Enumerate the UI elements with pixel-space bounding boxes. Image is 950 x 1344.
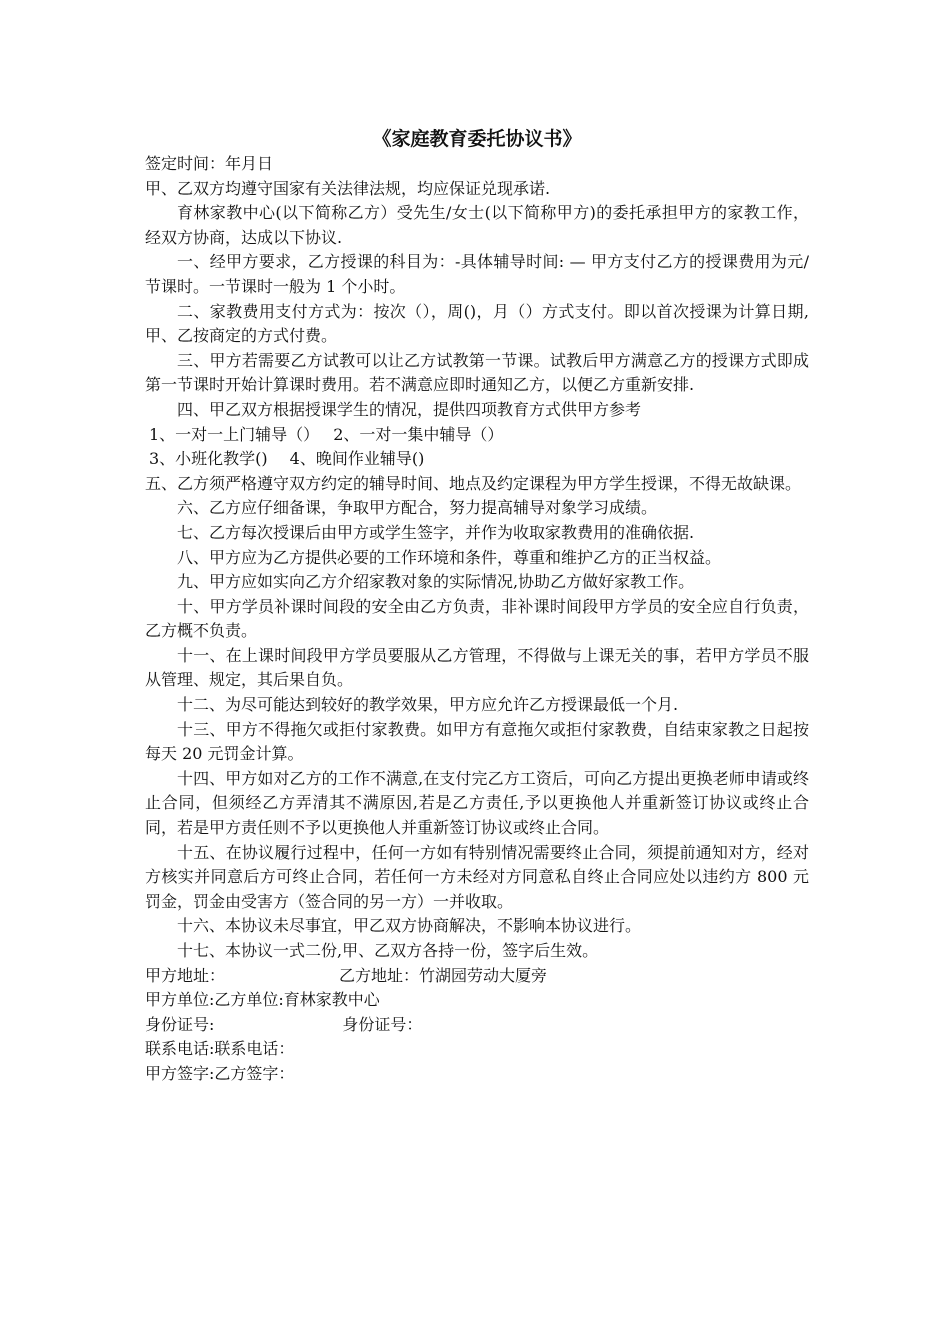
clause-7: 七、乙方每次授课后由甲方或学生签字，并作为收取家教费用的准确依据. — [177, 522, 695, 542]
clause-10: 十、甲方学员补课时间段的安全由乙方负责，非补课时间段甲方学员的安全应自行负责，乙方概不负责。 — [145, 596, 809, 641]
party-b-id: 身份证号： — [342, 1014, 423, 1034]
option-1: 1、一对一上门辅导（） — [149, 424, 320, 444]
clause-2: 二、家教费用支付方式为：按次（），周()，月（）方式支付。即以首次授课为计算日期,甲、乙按商定的方式付费。 — [145, 301, 809, 346]
clause-1: 一、经甲方要求，乙方授课的科目为：-具体辅导时间: — 甲方支付乙方的授课费用为元/节课时。一节课时一般为 1 个小时。 — [145, 252, 809, 296]
clause-3: 三、甲方若需要乙方试教可以让乙方试教第一节课。试教后甲方满意乙方的授课方式即成第一节课时开始计算课时费用。若不满意应即时通知乙方，以便乙方重新安排. — [145, 350, 809, 395]
party-a-address: 甲方地址： — [145, 965, 226, 985]
options-row-2 — [145, 447, 809, 472]
clause-15: 十五、在协议履行过程中，任何一方如有特别情况需要终止合同，须提前通知对方，经对方核实并同意后方可终止合同，若任何一方未经对方同意私自终止合同应处以违约方 800 元罚金，罚金由受害方（签合同的另一方）一并收取。 — [145, 842, 809, 911]
option-4: 4、晚间作业辅导() — [289, 449, 425, 469]
address-row — [145, 964, 809, 989]
signature-row: 甲方签字:乙方签字： — [145, 1063, 295, 1083]
option-2: 2、一对一集中辅导（） — [333, 424, 504, 444]
clause-6: 六、乙方应仔细备课，争取甲方配合，努力提高辅导对象学习成绩。 — [177, 498, 658, 518]
clause-11: 十一、在上课时间段甲方学员要服从乙方管理，不得做与上课无关的事，若甲方学员不服从管理、规定，其后果自负。 — [145, 645, 809, 690]
phone-row: 联系电话:联系电话： — [145, 1039, 295, 1059]
clause-13: 十三、甲方不得拖欠或拒付家教费。如甲方有意拖欠或拒付家教费，自结束家教之日起按每天 20 元罚金计算。 — [145, 719, 809, 764]
clause-17: 十七、本协议一式二份,甲、乙双方各持一份，签字后生效。 — [177, 941, 599, 960]
clause-4: 四、甲乙双方根据授课学生的情况，提供四项教育方式供甲方参考 — [177, 399, 642, 419]
options-row-1 — [145, 423, 809, 448]
clause-9: 九、甲方应如实向乙方介绍家教对象的实际情况,协助乙方做好家教工作。 — [177, 572, 695, 592]
option-3: 3、小班化教学() — [149, 449, 268, 469]
id-row — [145, 1013, 809, 1038]
clause-14: 十四、甲方如对乙方的工作不满意,在支付完乙方工资后，可向乙方提出更换老师申请或终止合同，但须经乙方弄清其不满原因,若是乙方责任,予以更换他人并重新签订协议或终止合同，若是甲方责任则不予以更换他人并重新签订协议或终止合同。 — [145, 768, 809, 838]
party-a-id: 身份证号: — [145, 1014, 215, 1034]
sign-date: 签定时间：年月日 — [145, 154, 274, 173]
clause-16: 十六、本协议未尽事宜，甲乙双方协商解决，不影响本协议进行。 — [177, 916, 642, 936]
party-description: 育林家教中心(以下简称乙方）受先生/女士(以下简称甲方)的委托承担甲方的家教工作，经双方协商，达成以下协议. — [145, 203, 809, 247]
document-title: 《家庭教育委托协议书》 — [372, 128, 582, 150]
clause-8: 八、甲方应为乙方提供必要的工作环境和条件，尊重和维护乙方的正当权益。 — [177, 547, 722, 567]
units-row: 甲方单位:乙方单位:育林家教中心 — [145, 990, 380, 1010]
party-b-address: 乙方地址：竹湖园劳动大厦旁 — [339, 965, 548, 985]
document-page — [145, 126, 809, 1087]
intro-statement: 甲、乙双方均遵守国家有关法律法规，均应保证兑现承诺. — [145, 178, 551, 198]
clause-12: 十二、为尽可能达到较好的教学效果，甲方应允许乙方授课最低一个月. — [177, 695, 679, 715]
clause-5: 五、乙方须严格遵守双方约定的辅导时间、地点及约定课程为甲方学生授课，不得无故缺课。 — [145, 473, 802, 493]
